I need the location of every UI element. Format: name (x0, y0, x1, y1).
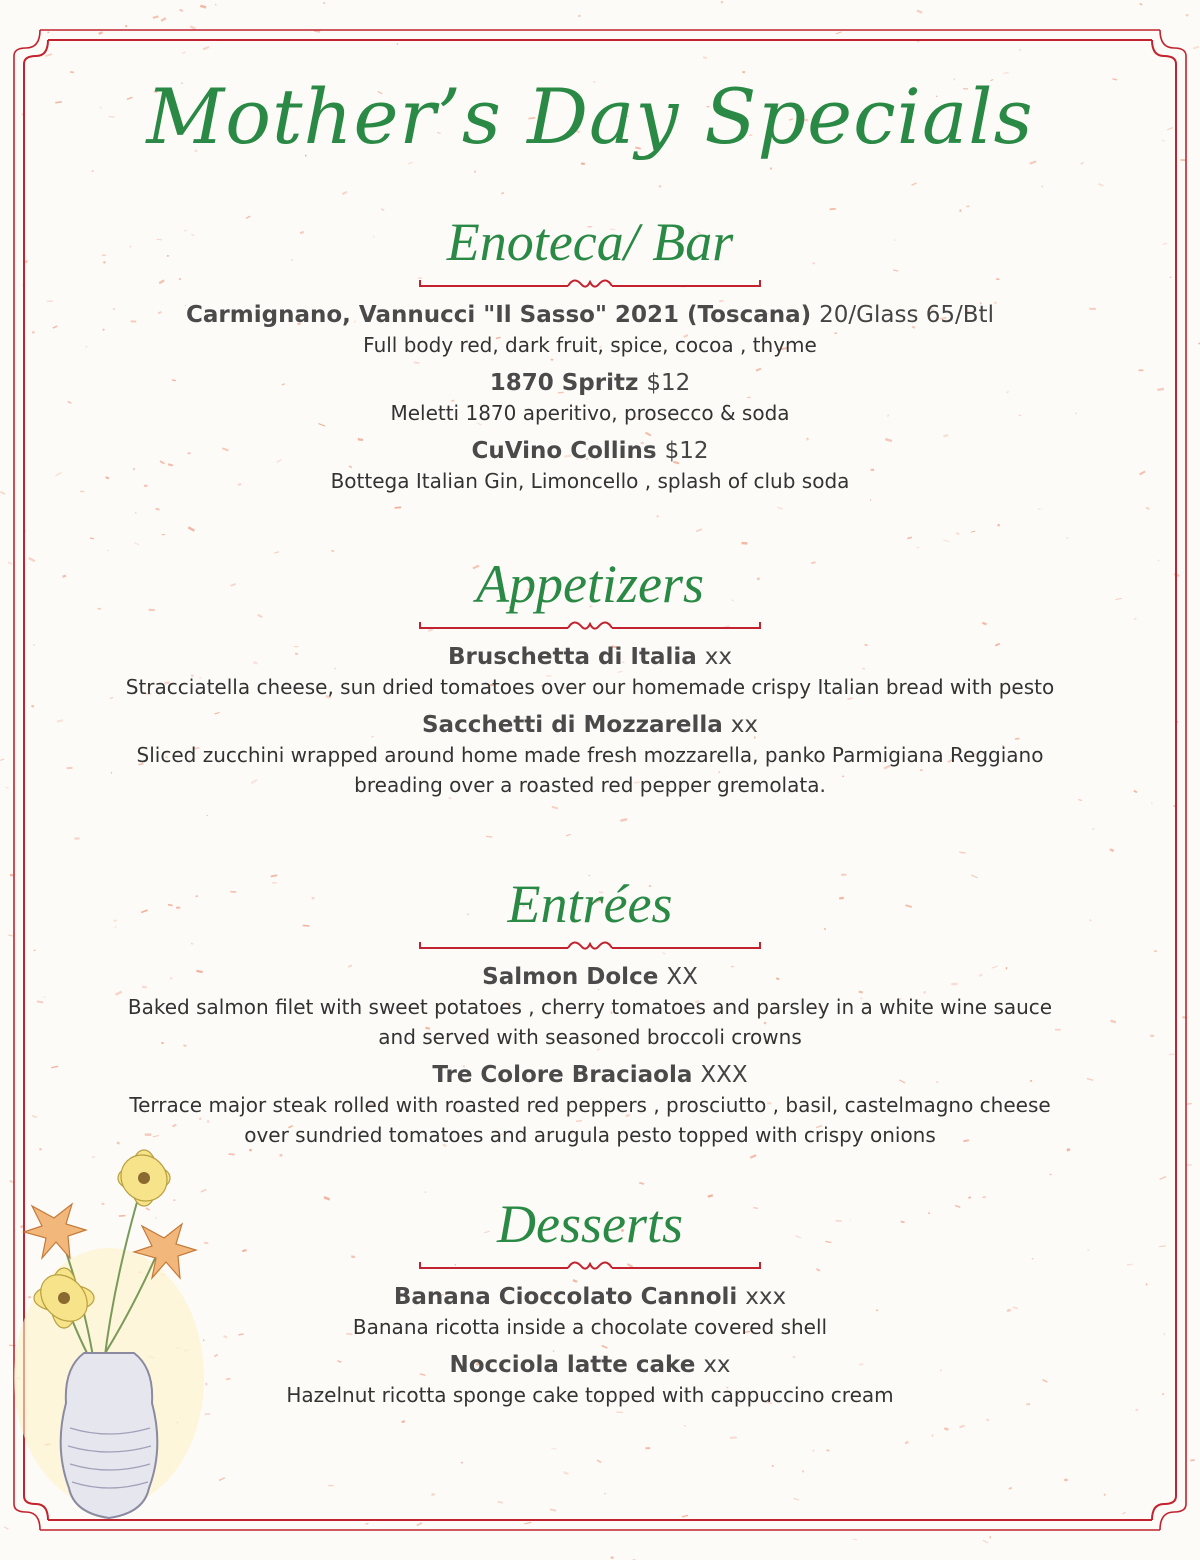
ornament-divider (418, 1256, 762, 1274)
page-title: Mother’s Day Specials (146, 72, 1034, 161)
section-heading: Appetizers (476, 554, 704, 614)
item-description: Terrace major steak rolled with roasted red peppers , prosciutto , basil, castelmagno cheese over sundried tomatoes and arugula pesto topped with crispy onions (129, 1093, 1051, 1147)
item-name: Banana Cioccolato Cannoli (393, 1284, 738, 1310)
section-desserts (60, 1194, 1120, 1410)
menu-item (60, 1282, 1120, 1342)
item-name: Bruschetta di Italia (447, 644, 697, 670)
item-price: xx (730, 712, 758, 738)
item-description: Hazelnut ricotta sponge cake topped with cappuccino cream (286, 1383, 894, 1407)
item-name: 1870 Spritz (489, 370, 639, 396)
section-heading: Enoteca/ Bar (446, 212, 734, 272)
menu-item (60, 300, 1120, 360)
item-price: xxx (745, 1284, 787, 1310)
item-price: xx (703, 1352, 731, 1378)
item-price: xx (704, 644, 732, 670)
item-description: Meletti 1870 aperitivo, prosecco & soda (390, 401, 790, 425)
item-name: Carmignano, Vannucci "Il Sasso" 2021 (Toscana) (186, 302, 812, 328)
item-price: XXX (700, 1062, 748, 1088)
item-name: CuVino Collins (471, 438, 657, 464)
section-entrees (60, 874, 1120, 1150)
menu-item (60, 1060, 1120, 1150)
item-name: Nocciola latte cake (449, 1352, 696, 1378)
item-description: Stracciatella cheese, sun dried tomatoes over our homemade crispy Italian bread with pesto (125, 675, 1055, 699)
section-heading: Desserts (497, 1194, 683, 1254)
ornament-divider (418, 616, 762, 634)
item-price: $12 (646, 370, 691, 396)
item-name: Salmon Dolce (482, 964, 659, 990)
item-name: Tre Colore Braciaola (432, 1062, 693, 1088)
ornament-divider (418, 274, 762, 292)
item-description: Full body red, dark fruit, spice, cocoa , thyme (363, 333, 817, 357)
section-heading: Entrées (507, 874, 673, 934)
ornament-divider (418, 936, 762, 954)
menu-item (60, 368, 1120, 428)
menu-item (60, 436, 1120, 496)
item-description: Bottega Italian Gin, Limoncello , splash of club soda (330, 469, 850, 493)
item-price: $12 (664, 438, 709, 464)
item-description: Banana ricotta inside a chocolate covered shell (352, 1315, 828, 1339)
section-appetizers (60, 554, 1120, 800)
item-price: 20/Glass 65/Btl (819, 302, 994, 328)
menu-item (60, 962, 1120, 1052)
menu-item (60, 710, 1120, 800)
menu-item (60, 1350, 1120, 1410)
menu-item (60, 642, 1120, 702)
section-enoteca-bar (60, 212, 1120, 496)
item-price: XX (666, 964, 698, 990)
item-description: Baked salmon filet with sweet potatoes , cherry tomatoes and parsley in a white wine sauce and served with seasoned broccoli crowns (127, 995, 1053, 1049)
item-description: Sliced zucchini wrapped around home made fresh mozzarella, panko Parmigiana Reggiano breading over a roasted red pepper gremolata. (136, 743, 1044, 797)
item-name: Sacchetti di Mozzarella (421, 712, 723, 738)
